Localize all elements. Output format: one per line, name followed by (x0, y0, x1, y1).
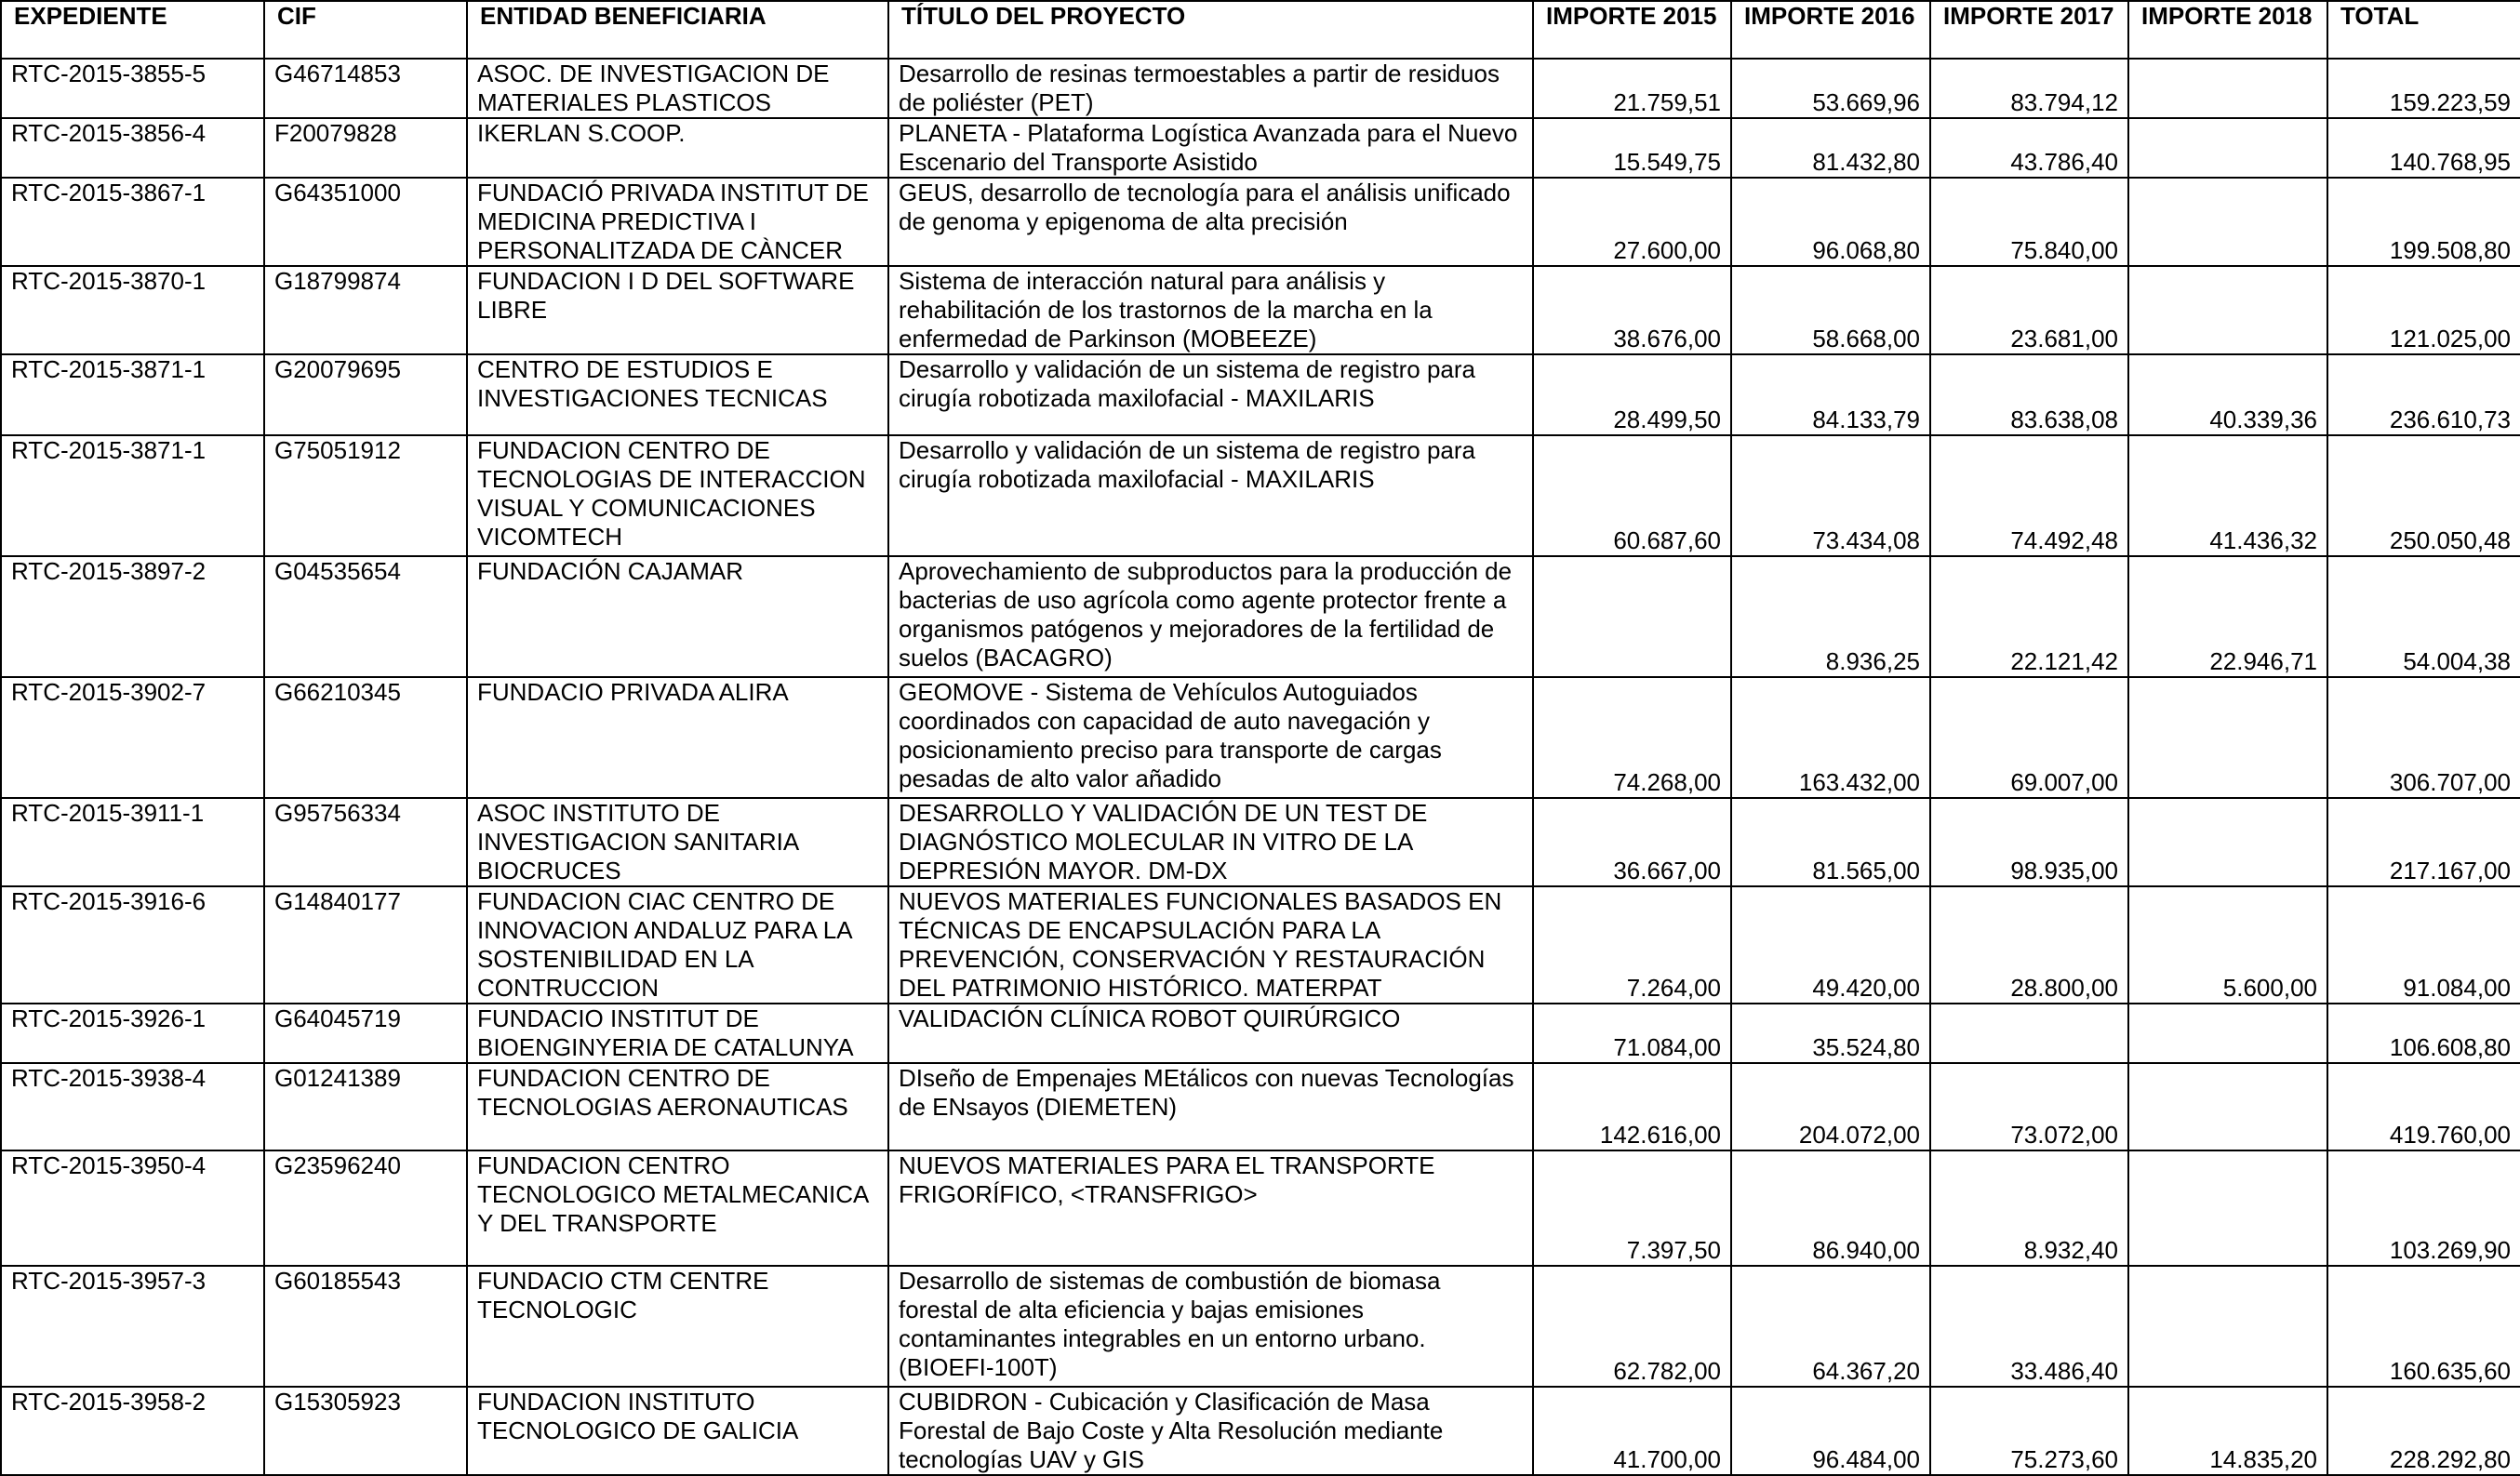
table-row (1, 1063, 2520, 1150)
total-cell: 160.635,60 (2327, 1266, 2520, 1387)
importe-2016-cell: 35.524,80 (1731, 1004, 1930, 1063)
table-row (1, 435, 2520, 556)
titulo-cell: DIseño de Empenajes MEtálicos con nuevas Tecnologías de ENsayos (DIEMETEN) (888, 1063, 1533, 1150)
importe-2015-cell: 71.084,00 (1533, 1004, 1731, 1063)
importe-2016-cell: 53.669,96 (1731, 59, 1930, 118)
importe-2017-cell: 33.486,40 (1930, 1266, 2128, 1387)
importe-2016-cell: 81.432,80 (1731, 118, 1930, 178)
importe-2015-cell: 15.549,75 (1533, 118, 1731, 178)
entidad-cell: ASOC. DE INVESTIGACION DE MATERIALES PLASTICOS (467, 59, 888, 118)
total-cell: 91.084,00 (2327, 886, 2520, 1004)
importe-2017-cell (1930, 1004, 2128, 1063)
importe-2015-cell: 60.687,60 (1533, 435, 1731, 556)
header-total: TOTAL (2327, 1, 2520, 59)
header-importe-2016: IMPORTE 2016 (1731, 1, 1930, 59)
total-cell: 106.608,80 (2327, 1004, 2520, 1063)
table-row (1, 118, 2520, 178)
importe-2018-cell: 14.835,20 (2128, 1387, 2327, 1475)
expediente-cell: RTC-2015-3957-3 (1, 1266, 264, 1387)
importe-2017-cell: 83.638,08 (1930, 354, 2128, 435)
expediente-cell: RTC-2015-3926-1 (1, 1004, 264, 1063)
importe-2018-cell (2128, 1004, 2327, 1063)
table-row (1, 178, 2520, 266)
importe-2016-cell: 81.565,00 (1731, 798, 1930, 886)
table-row (1, 59, 2520, 118)
entidad-cell: FUNDACIO PRIVADA ALIRA (467, 677, 888, 798)
titulo-cell: DESARROLLO Y VALIDACIÓN DE UN TEST DE DIAGNÓSTICO MOLECULAR IN VITRO DE LA DEPRESIÓN MAYOR. DM-DX (888, 798, 1533, 886)
importe-2018-cell (2128, 1266, 2327, 1387)
importe-2017-cell: 75.273,60 (1930, 1387, 2128, 1475)
entidad-cell: FUNDACION I D DEL SOFTWARE LIBRE (467, 266, 888, 354)
titulo-cell: PLANETA - Plataforma Logística Avanzada para el Nuevo Escenario del Transporte Asistido (888, 118, 1533, 178)
importe-2018-cell: 22.946,71 (2128, 556, 2327, 677)
entidad-cell: FUNDACION CENTRO DE TECNOLOGIAS DE INTERACCION VISUAL Y COMUNICACIONES VICOMTECH (467, 435, 888, 556)
entidad-cell: FUNDACIÓN CAJAMAR (467, 556, 888, 677)
cif-cell: G60185543 (264, 1266, 467, 1387)
expediente-cell: RTC-2015-3867-1 (1, 178, 264, 266)
importe-2017-cell: 75.840,00 (1930, 178, 2128, 266)
total-cell: 121.025,00 (2327, 266, 2520, 354)
table-row (1, 1387, 2520, 1475)
importe-2017-cell: 69.007,00 (1930, 677, 2128, 798)
importe-2015-cell: 28.499,50 (1533, 354, 1731, 435)
importe-2018-cell: 40.339,36 (2128, 354, 2327, 435)
importe-2017-cell: 43.786,40 (1930, 118, 2128, 178)
importe-2016-cell: 86.940,00 (1731, 1150, 1930, 1266)
expediente-cell: RTC-2015-3911-1 (1, 798, 264, 886)
importe-2017-cell: 23.681,00 (1930, 266, 2128, 354)
table-row (1, 354, 2520, 435)
table-row (1, 1266, 2520, 1387)
cif-cell: G46714853 (264, 59, 467, 118)
expediente-cell: RTC-2015-3897-2 (1, 556, 264, 677)
table-row (1, 266, 2520, 354)
importe-2016-cell: 204.072,00 (1731, 1063, 1930, 1150)
titulo-cell: VALIDACIÓN CLÍNICA ROBOT QUIRÚRGICO (888, 1004, 1533, 1063)
cif-cell: G23596240 (264, 1150, 467, 1266)
importe-2016-cell: 96.068,80 (1731, 178, 1930, 266)
table-row (1, 556, 2520, 677)
total-cell: 103.269,90 (2327, 1150, 2520, 1266)
importe-2016-cell: 96.484,00 (1731, 1387, 1930, 1475)
titulo-cell: Desarrollo de sistemas de combustión de biomasa forestal de alta eficiencia y bajas emisiones contaminantes integrables en un entorno urbano. (BIOEFI-100T) (888, 1266, 1533, 1387)
titulo-cell: Desarrollo de resinas termoestables a partir de residuos de poliéster (PET) (888, 59, 1533, 118)
entidad-cell: FUNDACIO CTM CENTRE TECNOLOGIC (467, 1266, 888, 1387)
table-row (1, 1150, 2520, 1266)
cif-cell: F20079828 (264, 118, 467, 178)
total-cell: 54.004,38 (2327, 556, 2520, 677)
cif-cell: G75051912 (264, 435, 467, 556)
cif-cell: G18799874 (264, 266, 467, 354)
header-titulo-proyecto: TÍTULO DEL PROYECTO (888, 1, 1533, 59)
entidad-cell: FUNDACIÓ PRIVADA INSTITUT DE MEDICINA PREDICTIVA I PERSONALITZADA DE CÀNCER (467, 178, 888, 266)
total-cell: 306.707,00 (2327, 677, 2520, 798)
importe-2018-cell (2128, 1150, 2327, 1266)
importe-2015-cell: 7.397,50 (1533, 1150, 1731, 1266)
expediente-cell: RTC-2015-3871-1 (1, 435, 264, 556)
importe-2018-cell: 5.600,00 (2128, 886, 2327, 1004)
importe-2015-cell: 74.268,00 (1533, 677, 1731, 798)
entidad-cell: ASOC INSTITUTO DE INVESTIGACION SANITARIA BIOCRUCES (467, 798, 888, 886)
header-importe-2018: IMPORTE 2018 (2128, 1, 2327, 59)
cif-cell: G14840177 (264, 886, 467, 1004)
expediente-cell: RTC-2015-3856-4 (1, 118, 264, 178)
entidad-cell: FUNDACION CIAC CENTRO DE INNOVACION ANDALUZ PARA LA SOSTENIBILIDAD EN LA CONTRUCCION (467, 886, 888, 1004)
expediente-cell: RTC-2015-3855-5 (1, 59, 264, 118)
header-entidad-beneficiaria: ENTIDAD BENEFICIARIA (467, 1, 888, 59)
entidad-cell: IKERLAN S.COOP. (467, 118, 888, 178)
total-cell: 419.760,00 (2327, 1063, 2520, 1150)
expediente-cell: RTC-2015-3870-1 (1, 266, 264, 354)
importe-2016-cell: 73.434,08 (1731, 435, 1930, 556)
expediente-cell: RTC-2015-3958-2 (1, 1387, 264, 1475)
header-importe-2015: IMPORTE 2015 (1533, 1, 1731, 59)
entidad-cell: FUNDACION CENTRO DE TECNOLOGIAS AERONAUTICAS (467, 1063, 888, 1150)
importe-2015-cell: 41.700,00 (1533, 1387, 1731, 1475)
importe-2015-cell: 36.667,00 (1533, 798, 1731, 886)
titulo-cell: GEUS, desarrollo de tecnología para el análisis unificado de genoma y epigenoma de alta precisión (888, 178, 1533, 266)
importe-2018-cell (2128, 59, 2327, 118)
titulo-cell: Sistema de interacción natural para análisis y rehabilitación de los trastornos de la marcha en la enfermedad de Parkinson (MOBEEZE) (888, 266, 1533, 354)
expediente-cell: RTC-2015-3950-4 (1, 1150, 264, 1266)
importe-2018-cell (2128, 798, 2327, 886)
titulo-cell: NUEVOS MATERIALES PARA EL TRANSPORTE FRIGORÍFICO, <TRANSFRIGO> (888, 1150, 1533, 1266)
total-cell: 250.050,48 (2327, 435, 2520, 556)
expediente-cell: RTC-2015-3871-1 (1, 354, 264, 435)
total-cell: 199.508,80 (2327, 178, 2520, 266)
importe-2018-cell (2128, 178, 2327, 266)
importe-2016-cell: 49.420,00 (1731, 886, 1930, 1004)
importe-2016-cell: 163.432,00 (1731, 677, 1930, 798)
entidad-cell: CENTRO DE ESTUDIOS E INVESTIGACIONES TECNICAS (467, 354, 888, 435)
header-cif: CIF (264, 1, 467, 59)
header-importe-2017: IMPORTE 2017 (1930, 1, 2128, 59)
importe-2017-cell: 28.800,00 (1930, 886, 2128, 1004)
cif-cell: G04535654 (264, 556, 467, 677)
importe-2016-cell: 64.367,20 (1731, 1266, 1930, 1387)
importe-2018-cell (2128, 1063, 2327, 1150)
total-cell: 159.223,59 (2327, 59, 2520, 118)
entidad-cell: FUNDACION INSTITUTO TECNOLOGICO DE GALICIA (467, 1387, 888, 1475)
titulo-cell: NUEVOS MATERIALES FUNCIONALES BASADOS EN TÉCNICAS DE ENCAPSULACIÓN PARA LA PREVENCIÓN, CONSERVACIÓN Y RESTAURACIÓN DEL PATRIMONIO HISTÓRICO. MATERPAT (888, 886, 1533, 1004)
cif-cell: G20079695 (264, 354, 467, 435)
total-cell: 140.768,95 (2327, 118, 2520, 178)
titulo-cell: Desarrollo y validación de un sistema de registro para cirugía robotizada maxilofacial - MAXILARIS (888, 354, 1533, 435)
importe-2017-cell: 22.121,42 (1930, 556, 2128, 677)
table-row (1, 798, 2520, 886)
expediente-cell: RTC-2015-3916-6 (1, 886, 264, 1004)
titulo-cell: Aprovechamiento de subproductos para la producción de bacterias de uso agrícola como agente protector frente a organismos patógenos y mejoradores de la fertilidad de suelos (BACAGRO) (888, 556, 1533, 677)
cif-cell: G64351000 (264, 178, 467, 266)
titulo-cell: Desarrollo y validación de un sistema de registro para cirugía robotizada maxilofacial - MAXILARIS (888, 435, 1533, 556)
titulo-cell: GEOMOVE - Sistema de Vehículos Autoguiados coordinados con capacidad de auto navegación y posicionamiento preciso para transporte de cargas pesadas de alto valor añadido (888, 677, 1533, 798)
cif-cell: G64045719 (264, 1004, 467, 1063)
table-row (1, 677, 2520, 798)
importe-2017-cell: 98.935,00 (1930, 798, 2128, 886)
importe-2016-cell: 58.668,00 (1731, 266, 1930, 354)
importe-2015-cell: 142.616,00 (1533, 1063, 1731, 1150)
header-expediente: EXPEDIENTE (1, 1, 264, 59)
total-cell: 217.167,00 (2327, 798, 2520, 886)
importe-2017-cell: 74.492,48 (1930, 435, 2128, 556)
importe-2015-cell: 27.600,00 (1533, 178, 1731, 266)
importe-2018-cell (2128, 118, 2327, 178)
importe-2018-cell: 41.436,32 (2128, 435, 2327, 556)
importe-2017-cell: 83.794,12 (1930, 59, 2128, 118)
cif-cell: G01241389 (264, 1063, 467, 1150)
importe-2017-cell: 73.072,00 (1930, 1063, 2128, 1150)
total-cell: 236.610,73 (2327, 354, 2520, 435)
expediente-cell: RTC-2015-3902-7 (1, 677, 264, 798)
importe-2015-cell: 7.264,00 (1533, 886, 1731, 1004)
entidad-cell: FUNDACION CENTRO TECNOLOGICO METALMECANICA Y DEL TRANSPORTE (467, 1150, 888, 1266)
importe-2015-cell: 21.759,51 (1533, 59, 1731, 118)
titulo-cell: CUBIDRON - Cubicación y Clasificación de Masa Forestal de Bajo Coste y Alta Resolución mediante tecnologías UAV y GIS (888, 1387, 1533, 1475)
total-cell: 228.292,80 (2327, 1387, 2520, 1475)
importe-2017-cell: 8.932,40 (1930, 1150, 2128, 1266)
importe-2015-cell: 62.782,00 (1533, 1266, 1731, 1387)
table-row (1, 1004, 2520, 1063)
table-row (1, 886, 2520, 1004)
header-row (1, 1, 2520, 59)
importe-2018-cell (2128, 266, 2327, 354)
importe-2018-cell (2128, 677, 2327, 798)
cif-cell: G15305923 (264, 1387, 467, 1475)
importe-2016-cell: 8.936,25 (1731, 556, 1930, 677)
importe-2015-cell (1533, 556, 1731, 677)
cif-cell: G66210345 (264, 677, 467, 798)
importe-2016-cell: 84.133,79 (1731, 354, 1930, 435)
cif-cell: G95756334 (264, 798, 467, 886)
expediente-cell: RTC-2015-3938-4 (1, 1063, 264, 1150)
entidad-cell: FUNDACIO INSTITUT DE BIOENGINYERIA DE CATALUNYA (467, 1004, 888, 1063)
importe-2015-cell: 38.676,00 (1533, 266, 1731, 354)
